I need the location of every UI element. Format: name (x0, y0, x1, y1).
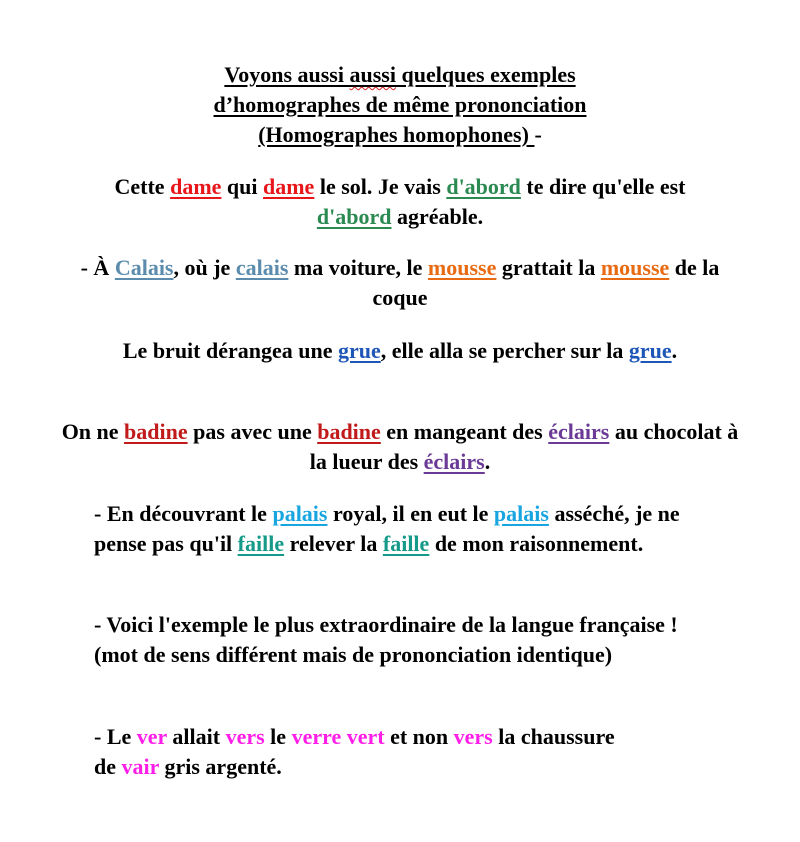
example-paragraph-calais: - À Calais, où je calais ma voiture, le mousse grattait la mousse de la coque (80, 255, 720, 310)
homophone-word: vair (121, 754, 159, 779)
example-paragraph-badine: On ne badine pas avec une badine en mangeant des éclairs au chocolat à la lueur des éclairs. (61, 419, 739, 474)
homophone-word: ver (136, 724, 167, 749)
homograph-word: mousse (427, 255, 497, 280)
homograph-word: badine (317, 419, 381, 444)
homophone-word: verre (291, 724, 342, 749)
example-paragraph-intro: - Voici l'exemple le plus extraordinaire de la langue française ! (mot de sens différent mais de prononciation identique) (94, 612, 678, 667)
homograph-word: palais (493, 501, 549, 526)
homograph-word: calais (235, 255, 289, 280)
homograph-word: dame (170, 174, 222, 199)
spellcheck-squiggle-word: aussi (349, 62, 396, 87)
title-line-1: Voyons aussi aussi quelques exemples (224, 62, 576, 87)
homograph-word: dame (263, 174, 315, 199)
example-paragraph-ver: - Le ver allait vers le verre vert et non vers la chaussure de vair gris argenté. (94, 724, 615, 779)
page-title (100, 60, 700, 150)
homograph-word: grue (338, 338, 381, 363)
example-paragraph-palais: - En découvrant le palais royal, il en eut le palais asséché, je ne pense pas qu'il faille relever la faille de mon raisonnement. (94, 501, 680, 556)
homograph-word: d'abord (316, 204, 392, 229)
homograph-word: faille (237, 531, 285, 556)
homograph-word: d'abord (446, 174, 521, 199)
homograph-word: grue (628, 338, 672, 363)
example-paragraph-grue: Le bruit dérangea une grue, elle alla se percher sur la grue. (122, 338, 678, 363)
title-line-3: (Homographes homophones) - (258, 122, 542, 147)
homograph-word: palais (272, 501, 328, 526)
example-paragraph-dame: Cette dame qui dame le sol. Je vais d'abord te dire qu'elle est d'abord agréable. (114, 174, 686, 229)
homophone-word: vers (453, 724, 493, 749)
homophone-word: vers (225, 724, 265, 749)
homograph-word: mousse (600, 255, 670, 280)
homograph-word: Calais (114, 255, 174, 280)
homophone-word: vert (346, 724, 385, 749)
homograph-word: badine (124, 419, 188, 444)
homograph-word: faille (382, 531, 430, 556)
homograph-word: éclairs (423, 449, 485, 474)
homograph-word: éclairs (548, 419, 610, 444)
title-line-2: d’homographes de même prononciation (213, 92, 587, 117)
